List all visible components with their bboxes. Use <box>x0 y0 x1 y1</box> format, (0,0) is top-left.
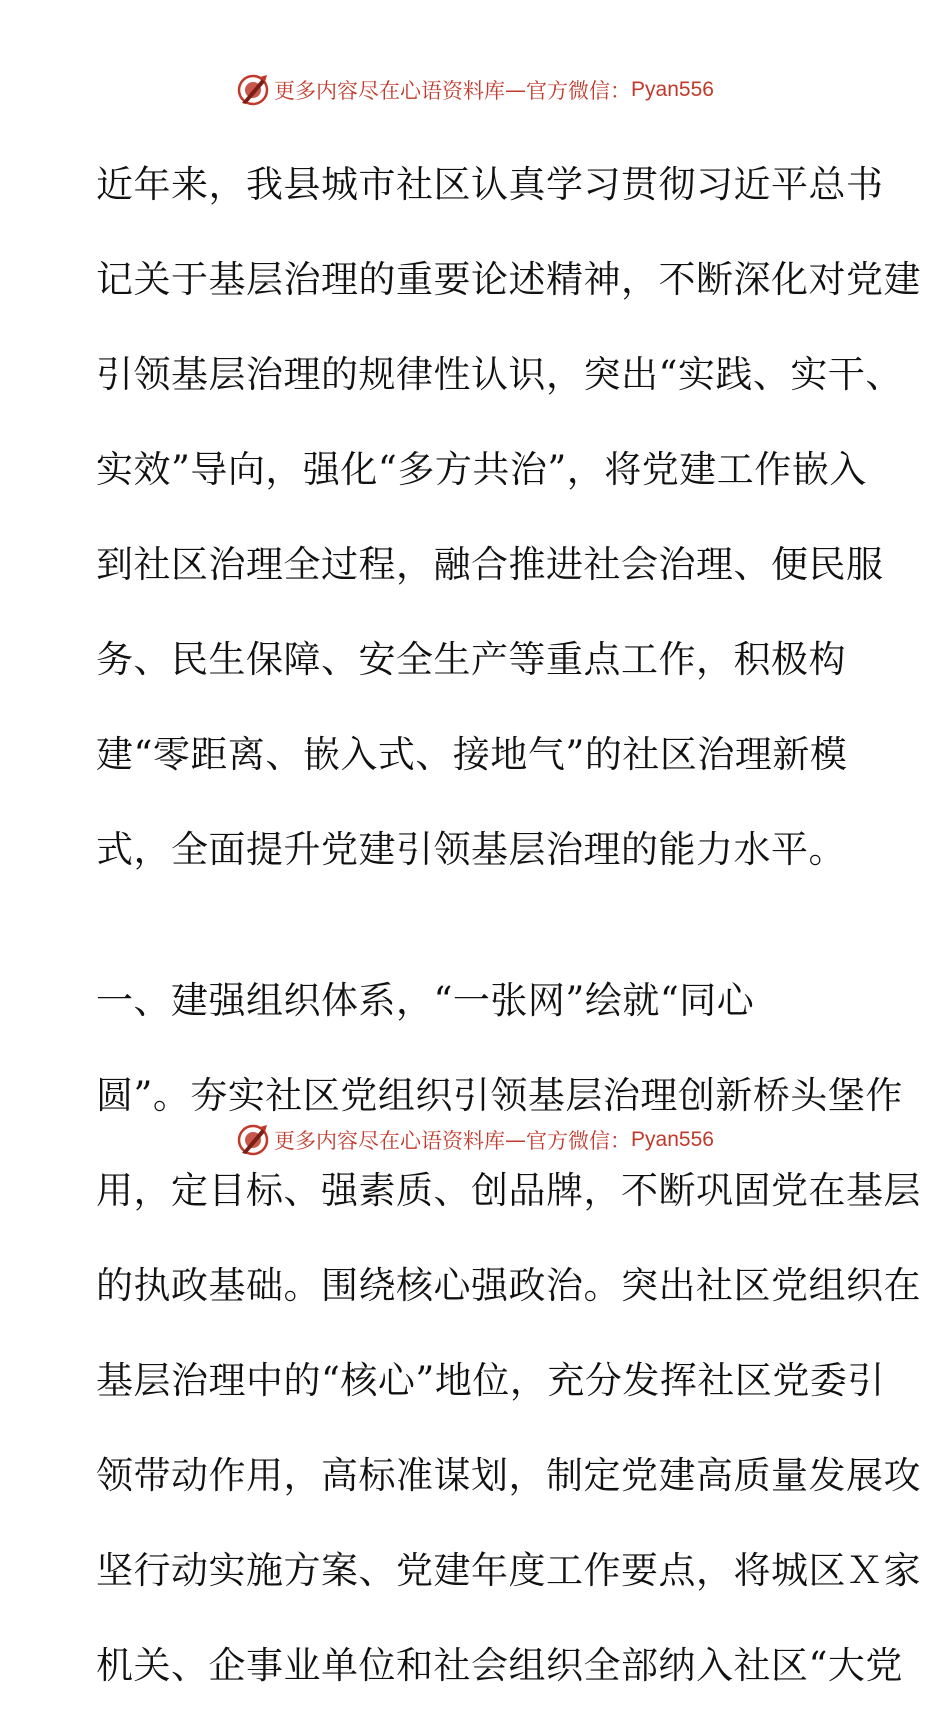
watermark-wechat-id: Pyan556 <box>631 78 714 101</box>
text-line: 到社区治理全过程，融合推进社会治理、便民服 <box>96 543 884 586</box>
document-body <box>96 118 921 1732</box>
text-line: 建“零距离、嵌入式、接地气”的社区治理新模 <box>96 733 848 776</box>
watermark-text: 更多内容尽在心语资料库 <box>274 79 506 103</box>
watermark-footer <box>0 1120 950 1160</box>
watermark-wechat-label: 官方微信： <box>526 79 632 103</box>
text-line: 近年来，我县城市社区认真学习贯彻习近平总书 <box>96 163 884 206</box>
text-line: 引领基层治理的规律性认识，突出“实践、实干、 <box>96 353 903 396</box>
text-line: 坚行动实施方案、党建年度工作要点，将城区Ｘ家 <box>96 1549 921 1592</box>
text-line: 记关于基层治理的重要论述精神，不断深化对党建 <box>96 258 921 301</box>
text-line: 机关、企事业单位和社会组织全部纳入社区“大党 <box>96 1644 903 1687</box>
text-line: 基层治理中的“核心”地位，充分发挥社区党委引 <box>96 1359 885 1402</box>
text-line: 式，全面提升党建引领基层治理的能力水平。 <box>96 828 846 871</box>
watermark-header <box>0 70 950 110</box>
text-line: 领带动作用，高标准谋划，制定党建高质量发展攻 <box>96 1454 921 1497</box>
text-line: 的执政基础。围绕核心强政治。突出社区党组织在 <box>96 1264 921 1307</box>
watermark-dash: — <box>505 1128 527 1152</box>
text-line: 圆”。夯实社区党组织引领基层治理创新桥头堡作 <box>96 1074 903 1117</box>
text-line: 务、民生保障、安全生产等重点工作，积极构 <box>96 638 846 681</box>
watermark-dash: — <box>505 78 527 102</box>
quill-seal-icon <box>236 73 270 107</box>
watermark-wechat-label: 官方微信： <box>526 1129 632 1153</box>
watermark-text: 更多内容尽在心语资料库 <box>274 1129 506 1153</box>
text-line: 一、建强组织体系，“一张网”绘就“同心 <box>96 979 755 1022</box>
quill-seal-icon <box>236 1123 270 1157</box>
paragraph-intro <box>96 118 921 916</box>
paragraph-gap <box>96 916 856 934</box>
text-line: 用，定目标、强素质、创品牌，不断巩固党在基层 <box>96 1169 921 1212</box>
paragraph-section-one <box>96 934 921 1732</box>
text-line: 实效”导向，强化“多方共治”，将党建工作嵌入 <box>96 448 867 491</box>
watermark-wechat-id: Pyan556 <box>631 1128 714 1151</box>
